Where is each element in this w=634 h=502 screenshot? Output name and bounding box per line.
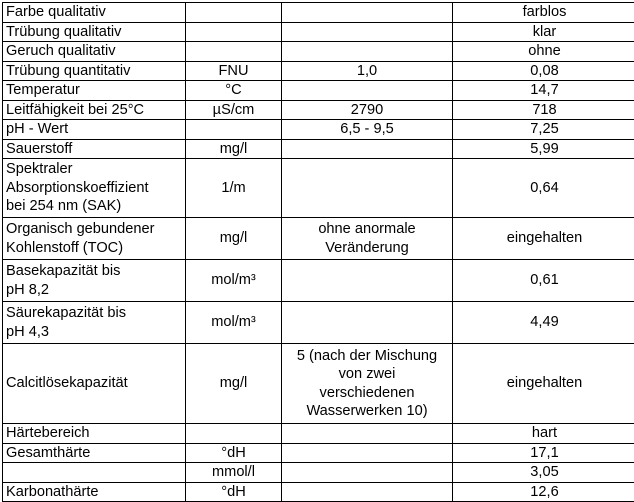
table-row [3, 120, 634, 140]
value-cell [453, 443, 634, 463]
parameter-text: pH 4,3 [6, 323, 182, 342]
unit-cell [186, 22, 282, 42]
limit-cell [282, 482, 453, 502]
limit-text: von zwei [285, 365, 449, 384]
unit-text: °dH [189, 444, 278, 463]
parameter-cell [3, 120, 186, 140]
parameter-text: Spektraler [6, 160, 182, 179]
value-text: 4,49 [456, 313, 633, 332]
limit-cell [282, 463, 453, 483]
unit-cell [186, 302, 282, 344]
value-cell [453, 61, 634, 81]
unit-cell [186, 81, 282, 101]
limit-text: 5 (nach der Mischung [285, 347, 449, 366]
value-text: 0,61 [456, 271, 633, 290]
parameter-cell [3, 139, 186, 159]
limit-text: ohne anormale [285, 220, 449, 239]
unit-text: FNU [189, 62, 278, 81]
parameter-cell [3, 22, 186, 42]
parameter-cell [3, 218, 186, 260]
unit-text: °C [189, 81, 278, 100]
value-text: 14,7 [456, 81, 633, 100]
value-text: eingehalten [456, 374, 633, 393]
table-row [3, 139, 634, 159]
parameter-text: bei 254 nm (SAK) [6, 197, 182, 216]
value-text: 12,6 [456, 483, 633, 502]
table-row [3, 159, 634, 218]
unit-cell [186, 482, 282, 502]
limit-cell [282, 159, 453, 218]
table-row [3, 100, 634, 120]
value-cell [453, 424, 634, 444]
limit-cell [282, 260, 453, 302]
value-text: 5,99 [456, 140, 633, 159]
value-cell [453, 463, 634, 483]
limit-cell [282, 302, 453, 344]
unit-text: mg/l [189, 229, 278, 248]
value-text: farblos [456, 3, 633, 22]
value-text: 0,08 [456, 62, 633, 81]
value-text: klar [456, 23, 633, 42]
limit-text: Wasserwerken 10) [285, 402, 449, 421]
unit-cell [186, 443, 282, 463]
parameter-text: Gesamthärte [6, 444, 182, 463]
value-cell [453, 260, 634, 302]
unit-text: mg/l [189, 140, 278, 159]
limit-cell [282, 120, 453, 140]
unit-cell [186, 260, 282, 302]
table-row [3, 463, 634, 483]
limit-cell [282, 443, 453, 463]
parameter-text: Säurekapazität bis [6, 304, 182, 323]
value-text: 3,05 [456, 463, 633, 482]
limit-text: Veränderung [285, 239, 449, 258]
parameter-text: Trübung qualitativ [6, 23, 182, 42]
parameter-cell [3, 260, 186, 302]
parameter-cell [3, 61, 186, 81]
value-cell [453, 81, 634, 101]
limit-cell [282, 139, 453, 159]
parameter-text: Basekapazität bis [6, 262, 182, 281]
unit-text: mg/l [189, 374, 278, 393]
parameter-text: Sauerstoff [6, 140, 182, 159]
unit-text: mmol/l [189, 463, 278, 482]
parameter-cell [3, 482, 186, 502]
unit-text: mol/m³ [189, 271, 278, 290]
table-row [3, 344, 634, 424]
value-cell [453, 344, 634, 424]
parameter-text: Farbe qualitativ [6, 3, 182, 22]
value-cell [453, 22, 634, 42]
table-row [3, 302, 634, 344]
unit-text: 1/m [189, 179, 278, 198]
value-cell [453, 218, 634, 260]
value-cell [453, 139, 634, 159]
unit-cell [186, 344, 282, 424]
limit-cell [282, 61, 453, 81]
table-row [3, 443, 634, 463]
parameter-cell [3, 3, 186, 23]
unit-cell [186, 159, 282, 218]
parameter-text: Kohlenstoff (TOC) [6, 239, 182, 258]
value-text: 718 [456, 101, 633, 120]
unit-cell [186, 3, 282, 23]
limit-cell [282, 22, 453, 42]
value-cell [453, 159, 634, 218]
table-row [3, 42, 634, 62]
unit-cell [186, 61, 282, 81]
unit-cell [186, 218, 282, 260]
table-row [3, 81, 634, 101]
parameter-text: Absorptionskoeffizient [6, 179, 182, 198]
unit-cell [186, 100, 282, 120]
parameter-text: Geruch qualitativ [6, 42, 182, 61]
parameter-cell [3, 159, 186, 218]
unit-text: °dH [189, 483, 278, 502]
limit-cell [282, 218, 453, 260]
parameter-cell [3, 81, 186, 101]
unit-text: mol/m³ [189, 313, 278, 332]
value-cell [453, 3, 634, 23]
unit-cell [186, 42, 282, 62]
value-text: hart [456, 424, 633, 443]
table-row [3, 3, 634, 23]
value-cell [453, 120, 634, 140]
table-row [3, 482, 634, 502]
table-row [3, 61, 634, 81]
value-text: ohne [456, 42, 633, 61]
unit-cell [186, 139, 282, 159]
parameter-text: Härtebereich [6, 424, 182, 443]
water-quality-table-body [3, 3, 634, 502]
parameter-cell [3, 42, 186, 62]
value-text: 0,64 [456, 179, 633, 198]
parameter-text: Temperatur [6, 81, 182, 100]
table-row [3, 260, 634, 302]
value-text: 17,1 [456, 444, 633, 463]
value-text: 7,25 [456, 120, 633, 139]
parameter-cell [3, 443, 186, 463]
value-cell [453, 302, 634, 344]
value-cell [453, 42, 634, 62]
limit-cell [282, 344, 453, 424]
limit-cell [282, 42, 453, 62]
parameter-text: Organisch gebundener [6, 220, 182, 239]
parameter-cell [3, 100, 186, 120]
parameter-text: Karbonathärte [6, 483, 182, 502]
unit-cell [186, 120, 282, 140]
limit-cell [282, 3, 453, 23]
parameter-text: Trübung quantitativ [6, 62, 182, 81]
limit-cell [282, 100, 453, 120]
parameter-cell [3, 424, 186, 444]
table-row [3, 218, 634, 260]
parameter-cell [3, 344, 186, 424]
limit-cell [282, 81, 453, 101]
value-text: eingehalten [456, 229, 633, 248]
limit-cell [282, 424, 453, 444]
limit-text: verschiedenen [285, 384, 449, 403]
parameter-text: Calcitlösekapazität [6, 374, 182, 393]
value-cell [453, 482, 634, 502]
unit-text: µS/cm [189, 101, 278, 120]
parameter-cell [3, 463, 186, 483]
parameter-text: pH - Wert [6, 120, 182, 139]
limit-text: 6,5 - 9,5 [285, 120, 449, 139]
limit-text: 2790 [285, 101, 449, 120]
limit-text: 1,0 [285, 62, 449, 81]
parameter-text: pH 8,2 [6, 281, 182, 300]
table-row [3, 22, 634, 42]
value-cell [453, 100, 634, 120]
parameter-cell [3, 302, 186, 344]
unit-cell [186, 463, 282, 483]
table-row [3, 424, 634, 444]
water-quality-table [2, 2, 634, 502]
unit-cell [186, 424, 282, 444]
parameter-text: Leitfähigkeit bei 25°C [6, 101, 182, 120]
